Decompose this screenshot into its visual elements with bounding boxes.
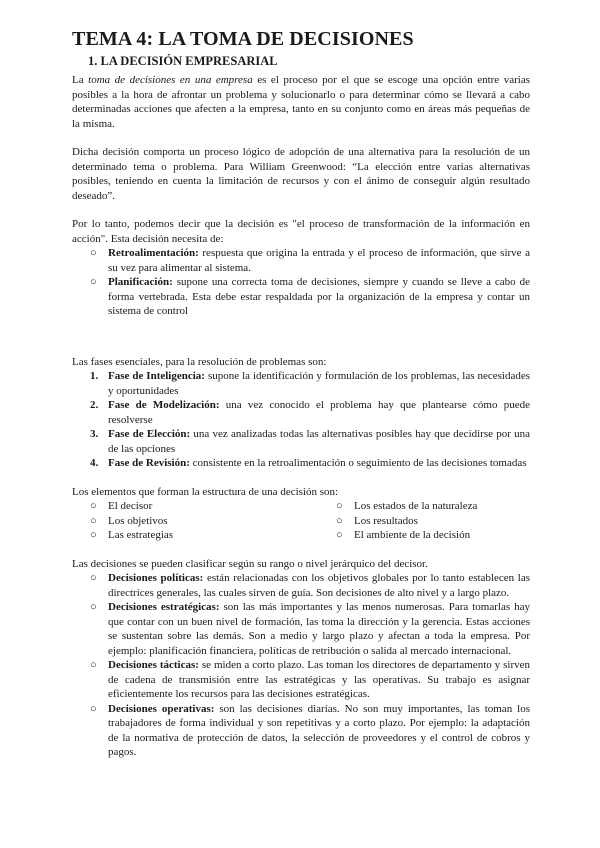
list-item — [72, 398, 530, 427]
intro-paragraph — [72, 73, 530, 131]
bullet-icon: ○ — [90, 500, 97, 512]
bullet-icon: ○ — [90, 702, 97, 715]
intro-post: es el proceso por el que se escoge una opción entre varias posibles a la hora de afrontar un problema y solucionarlo o para determinar cómo se llevará a cabo determinadas acciones que afecten a la empresa, tanto en su conjunto como en áreas más pequeñas de la misma. — [72, 74, 530, 130]
bullet-icon: ○ — [90, 659, 97, 671]
term: Fase de Inteligencia: — [108, 370, 205, 382]
conclusion-paragraph: Por lo tanto, podemos decir que la decisión es "el proceso de transformación de la información en acción". Esta decisión necesita de: — [72, 218, 530, 245]
element-text: Las estrategias — [108, 529, 174, 541]
list-item — [72, 528, 318, 543]
bullet-icon: ○ — [90, 572, 97, 584]
bullet-icon: ○ — [90, 601, 97, 613]
term-text: una vez analizadas todas las alternativas posibles hay que decidirse por una de las opciones — [108, 428, 530, 455]
list-item — [72, 369, 530, 398]
term-text: son las decisiones diarias. No son muy importantes, las toman los trabajadores de forma individual y son repetitivas y a corto plazo. Por ejemplo: la adaptación de la normativa de protección de datos, la selección de proveedores y el control de cobros y pagos. — [108, 702, 530, 758]
section-heading: 1. LA DECISIÓN EMPRESARIAL — [88, 54, 278, 68]
definition-paragraph: Dicha decisión comporta un proceso lógico de adopción de una alternativa para la resolución de un determinado tema o problema. Para William Greenwood: “La elección entre varias alternativas posibles, teniendo en cuenta la limitación de recursos y con el ánimo de conseguir algún resultado deseado”. — [72, 146, 530, 202]
list-item — [318, 528, 530, 543]
list-number: 2. — [90, 399, 99, 411]
term: Fase de Elección: — [108, 428, 191, 440]
term-text: son las más importantes y las menos numerosas. Para tomarlas hay que contar con un buen nivel de formación, las toma la dirección y la gerencia. Estas acciones se sustentan sobre las demás. Son a medio y largo plazo y afectan a toda la empresa. Por ejemplo: planificación financiera, políticas de retribución o salida al mercado internacional. — [108, 601, 530, 657]
phases-list — [72, 369, 530, 471]
element-text: Los estados de la naturaleza — [354, 500, 478, 512]
page-title: TEMA 4: LA TOMA DE DECISIONES — [72, 28, 414, 50]
classes-intro: Las decisiones se pueden clasificar según su rango o nivel jerárquico del decisor. — [72, 557, 428, 570]
term: Fase de Modelización: — [108, 399, 220, 411]
list-item — [72, 514, 318, 529]
term-text: supone una correcta toma de decisiones, siempre y cuando se lleve a cabo de forma vertebrada. Esta debe estar respaldada por la organización de la empresa y contar un sistema de control — [108, 276, 530, 317]
document-page — [72, 28, 530, 760]
list-number: 3. — [90, 428, 99, 440]
needs-list — [72, 246, 530, 319]
term-text: están relacionadas con los objetivos globales por lo tanto establecen las directrices generales, las cuales sirven de guía. Son decisiones de alto nivel y a largo plazo. — [108, 572, 530, 599]
bullet-icon: ○ — [336, 500, 343, 512]
bullet-icon: ○ — [90, 529, 97, 541]
term: Planificación: — [108, 276, 173, 288]
term-text: respuesta que origina la entrada y el proceso de información, que sirve a su vez para alimentar al sistema. — [108, 247, 530, 274]
term: Decisiones políticas: — [108, 572, 204, 584]
bullet-icon: ○ — [336, 514, 343, 527]
list-item — [72, 499, 318, 514]
bullet-icon: ○ — [90, 514, 97, 527]
term-text: consistente en la retroalimentación o seguimiento de las decisiones tomadas — [189, 457, 527, 469]
list-item — [72, 427, 530, 456]
term-text: una vez conocido el problema hay que plantearse cómo puede resolverse — [108, 399, 530, 426]
bullet-icon: ○ — [90, 247, 97, 259]
term: Retroalimentación: — [108, 247, 199, 259]
list-item — [72, 571, 530, 600]
list-item — [72, 456, 530, 471]
list-item — [318, 514, 530, 529]
term: Decisiones tácticas: — [108, 659, 199, 671]
list-number: 4. — [90, 457, 99, 469]
term: Decisiones estratégicas: — [108, 601, 220, 613]
element-text: El ambiente de la decisión — [354, 529, 471, 541]
phases-intro: Las fases esenciales, para la resolución de problemas son: — [72, 355, 327, 368]
list-item — [72, 275, 530, 319]
intro-pre: La — [72, 74, 89, 86]
list-item — [72, 702, 530, 760]
list-number: 1. — [90, 370, 99, 382]
list-item — [72, 600, 530, 658]
list-item — [72, 658, 530, 702]
list-item — [318, 499, 530, 514]
list-item — [72, 246, 530, 275]
term-text: se miden a corto plazo. Las toman los directores de departamento y sirven de cadena de transmisión entre las estratégicas y las operativas. Su trabajo es asignar eficientemente los recursos para las decisiones estratégicas. — [108, 659, 530, 700]
bullet-icon: ○ — [336, 529, 343, 541]
elements-list — [72, 499, 530, 543]
classes-list — [72, 571, 530, 760]
term: Fase de Revisión: — [108, 457, 190, 469]
element-text: Los resultados — [354, 514, 418, 527]
bullet-icon: ○ — [90, 276, 97, 288]
term-text: supone la identificación y formulación de los problemas, las necesidades y oportunidades — [108, 370, 531, 397]
elements-intro: Los elementos que forman la estructura de una decisión son: — [72, 485, 339, 498]
intro-italic: toma de decisiones en una empresa — [88, 74, 253, 86]
element-text: El decisor — [108, 500, 153, 512]
element-text: Los objetivos — [108, 514, 168, 527]
term: Decisiones operativas: — [108, 702, 215, 715]
